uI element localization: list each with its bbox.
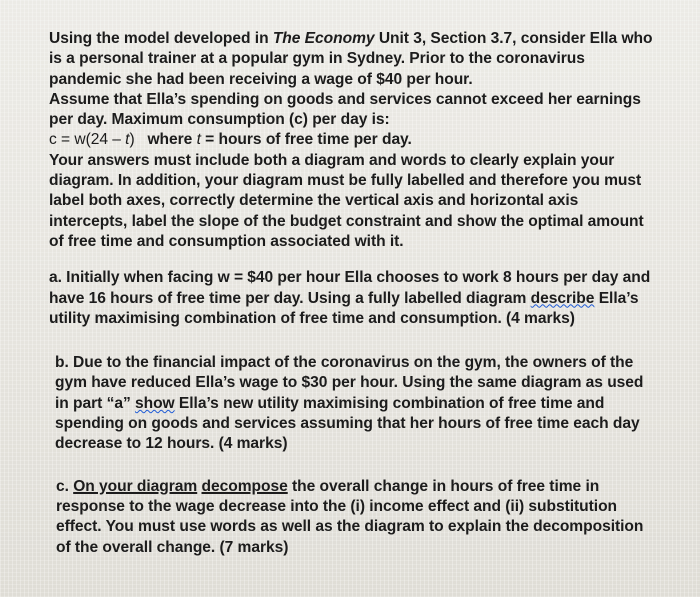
question-b (49, 353, 670, 454)
describe-keyword: describe (530, 289, 595, 307)
intro-line-8: diagram. In addition, your diagram must be fully labelled and therefore you must (49, 172, 642, 190)
textbook-title: The Economy (272, 30, 375, 47)
show-keyword: show (134, 394, 175, 412)
question-b-line-3: in part “a” show Ella’s new utility maximising combination of free time and (55, 394, 605, 412)
question-a-line-3: utility maximising combination of free time and consumption. (4 marks) (49, 309, 575, 327)
intro-line-4: Assume that Ella’s spending on goods and services cannot exceed her earnings (49, 90, 641, 108)
question-b-line-4: spending on goods and services assuming that her hours of free time each day (55, 415, 640, 433)
question-c (49, 477, 670, 558)
question-b-line-1: b. Due to the financial impact of the coronavirus on the gym, the owners of the (55, 354, 634, 372)
intro-line-9: label both axes, correctly determine the vertical axis and horizontal axis (49, 192, 579, 210)
question-c-line-1: c. On your diagram decompose the overall change in hours of free time in (56, 477, 600, 495)
question-a (49, 268, 670, 329)
question-b-line-5: decrease to 12 hours. (4 marks) (55, 435, 288, 453)
question-a-line-1: a. Initially when facing w = $40 per hour Ella chooses to work 8 hours per day and (49, 269, 651, 287)
question-b-line-2: gym have reduced Ella’s wage to $30 per hour. Using the same diagram as used (55, 374, 644, 392)
question-c-line-4: of the overall change. (7 marks) (56, 538, 289, 556)
intro-line-1: Using the model developed in The Economy Unit 3, Section 3.7, consider Ella who (49, 30, 653, 47)
intro-line-5: per day. Maximum consumption (c) per day is: (49, 111, 390, 129)
question-c-line-2: response to the wage decrease into the (i) income effect and (ii) substitution (56, 497, 618, 515)
intro-line-10: intercepts, label the slope of the budget constraint and show the optimal amount (49, 212, 644, 230)
intro-line-2: is a personal trainer at a popular gym in Sydney. Prior to the coronavirus (49, 50, 585, 68)
question-a-line-2: have 16 hours of free time per day. Using a fully labelled diagram describe Ella’s (49, 289, 639, 307)
consumption-formula: c = w(24 – t) where t = hours of free time per day. (49, 131, 412, 149)
intro-line-11: of free time and consumption associated with it. (49, 232, 404, 250)
intro-paragraph (49, 29, 670, 252)
intro-line-7: Your answers must include both a diagram and words to clearly explain your (49, 151, 615, 169)
question-c-line-3: effect. You must use words as well as the diagram to explain the decomposition (56, 518, 644, 536)
intro-line-3: pandemic she had been receiving a wage of $40 per hour. (49, 70, 473, 88)
decompose-keyword: decompose (201, 477, 288, 495)
on-your-diagram-keyword: On your diagram (73, 477, 198, 495)
